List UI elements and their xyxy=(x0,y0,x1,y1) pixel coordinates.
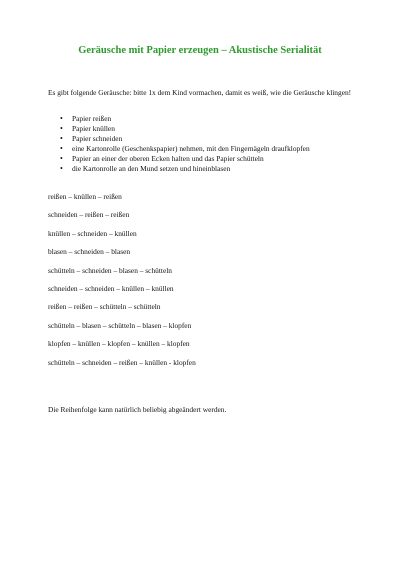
sequence-line: knüllen – schneiden – knüllen xyxy=(48,228,137,238)
sound-list-item: • eine Kartonrolle (Geschenkspapier) nehmen, mit den Fingernägeln draufklopfen xyxy=(60,144,310,154)
sequence-line: reißen – knüllen – reißen xyxy=(48,192,122,201)
sequence-line: blasen – schneiden – blasen xyxy=(48,247,131,257)
document-title: Geräusche mit Papier erzeugen – Akustische Serialität xyxy=(78,45,322,56)
intro-paragraph: Es gibt folgende Geräusche: bitte 1x dem Kind vormachen, damit es weiß, wie die Geräusche klingen! xyxy=(48,88,352,97)
sequence-line: schütteln – schneiden – blasen – schütteln xyxy=(48,265,172,275)
sound-list-item: • Papier an einer der oberen Ecken halten und das Papier schütteln xyxy=(60,154,310,164)
sound-list xyxy=(60,114,310,174)
sequence-line: reißen – reißen – schütteln – schütteln xyxy=(48,302,161,312)
sequence-line: klopfen – knüllen – klopfen – knüllen – klopfen xyxy=(48,339,190,349)
sound-list-item: • Papier knüllen xyxy=(60,124,310,134)
sequence-line: schneiden – reißen – reißen xyxy=(48,210,130,220)
sound-list-item: • Papier reißen xyxy=(60,114,310,124)
footer-note: Die Reihenfolge kann natürlich beliebig abgeändert werden. xyxy=(48,405,227,414)
sequence-line: schütteln – schneiden – reißen – knüllen - klopfen xyxy=(48,357,196,367)
sequence-line: schütteln – blasen – schütteln – blasen – klopfen xyxy=(48,320,192,330)
sound-list-item: • die Kartonrolle an den Mund setzen und hineinblasen xyxy=(60,164,310,174)
sound-list-item: • Papier schneiden xyxy=(60,134,310,144)
sequence-line: schneiden – schneiden – knüllen – knüllen xyxy=(48,283,174,293)
sequence-list xyxy=(48,192,196,376)
